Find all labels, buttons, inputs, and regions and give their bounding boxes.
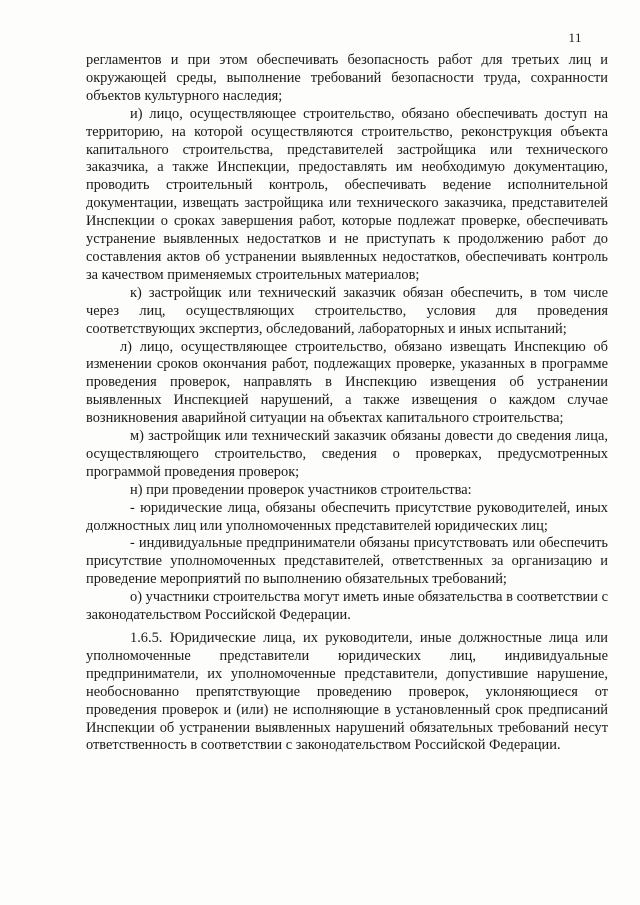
paragraph-continuation: регламентов и при этом обеспечивать безопасность работ для третьих лиц и окружающей среды, выполнение требований безопасности труда, сохранности объектов культурного наследия; <box>86 52 608 104</box>
paragraph-item-l: л) лицо, осуществляющее строительство, обязано извещать Инспекцию об изменении сроков окончания работ, подлежащих проверке, указанных в программе проведения проверок, направлять в Инспекцию извещения об устранении выявленных Инспекцией нарушений, а также извещения о каждом случае возникновения аварийной ситуации на объектах капитального строительства; <box>86 338 608 427</box>
page-number: 11 <box>568 30 582 45</box>
paragraph-item-o: о) участники строительства могут иметь иные обязательства в соответствии с законодательством Российской Федерации. <box>86 589 608 624</box>
paragraph-section-1-6-5: 1.6.5. Юридические лица, их руководители, иные должностные лица или уполномоченные представители юридических лиц, индивидуальные предприниматели, их уполномоченные представители, допустившие нарушение, необоснованно препятствующие проведению проверок, уклоняющиеся от проведения проверок и (или) не исполняющие в установленный срок предписаний Инспекции об устранении выявленных нарушений обязательных требований несут ответственность в соответствии с законодательством Российской Федерации. <box>86 630 608 754</box>
paragraph-item-i: и) лицо, осуществляющее строительство, обязано обеспечивать доступ на территорию, на которой осуществляются строительство, реконструкция объекта капитального строительства, представителей застройщика или технического заказчика, а также Инспекции, предоставлять им необходимую документацию, проводить строительный контроль, обеспечивать ведение исполнительной документации, извещать застройщика или технического заказчика, представителей Инспекции о сроках завершения работ, которые подлежат проверке, обеспечивать устранение выявленных недостатков и не приступать к продолжению работ до составления актов об устранении выявленных недостатков, обеспечивать контроль за качеством применяемых строительных материалов; <box>86 105 608 283</box>
paragraph-item-n: н) при проведении проверок участников строительства: <box>130 481 472 498</box>
paragraph-legal-entities: - юридические лица, обязаны обеспечить присутствие руководителей, иных должностных лиц или уполномоченных представителей юридических лиц; <box>86 499 608 534</box>
paragraph-item-k: к) застройщик или технический заказчик обязан обеспечить, в том числе через лиц, осуществляющих строительство, условия для проведения соответствующих экспертиз, обследований, лабораторных и иных испытаний; <box>86 284 608 337</box>
paragraph-entrepreneurs: - индивидуальные предприниматели обязаны присутствовать или обеспечить присутствие уполномоченных представителей, ответственных за организацию и проведение мероприятий по выполнению обязательных требований; <box>86 535 608 588</box>
paragraph-item-m: м) застройщик или технический заказчик обязаны довести до сведения лица, осуществляющего строительство, сведения о проверках, предусмотренных программой проведения проверок; <box>86 428 608 480</box>
document-body <box>86 52 608 755</box>
